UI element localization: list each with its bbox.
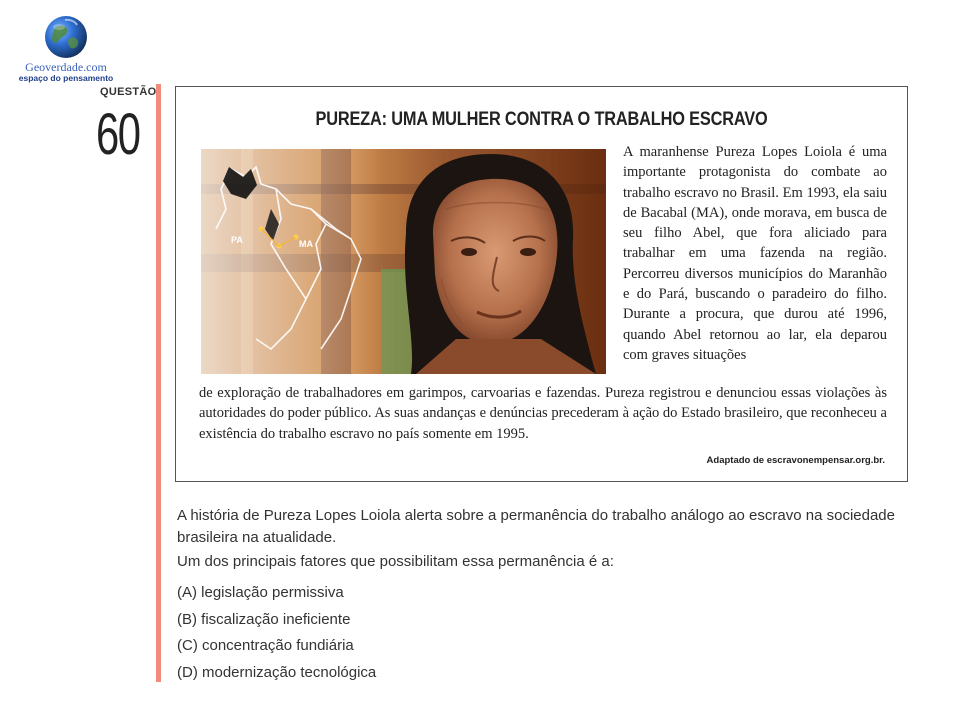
map-label-ma: MA [299,239,313,249]
site-logo[interactable] [14,16,118,83]
portrait-photo [201,149,606,374]
accent-bar [156,84,161,682]
option-b[interactable]: (B) fiscalização ineficiente [177,610,351,628]
stem-line-1: A história de Pureza Lopes Loiola alerta sobre a permanência do trabalho análogo ao escravo na sociedade brasileira na atualidade. [177,507,895,546]
answer-options [177,582,376,688]
option-c[interactable]: (C) concentração fundiária [177,637,354,654]
question-stem [177,505,917,573]
question-label: QUESTÃO [100,86,157,98]
source-citation: Adaptado de escravonempensar.org.br. [706,455,885,466]
map-label-pa: PA [231,235,243,245]
text-paragraph-side: A maranhense Pureza Lopes Loiola é uma importante protagonista do combate ao trabalho escravo no Brasil. Em 1993, ela saiu de Bacabal (MA), onde morava, em busca de seu filho Abel, que fora aliciado para trabalhar em uma fazenda na região. Percorreu diversos municípios do Maranhão e do Pará, buscando o paradeiro do filho. Durante a procura, que durou até 1996, quando Abel retornou ao lar, ela deparou com graves situações [623,144,887,363]
text-paragraph-bottom: de exploração de trabalhadores em garimpos, carvoarias e fazendas. Pureza registrou e denunciou essas violações às autoridades do poder público. As suas andanças e denúncias precederam à ação do Estado brasileiro, que reconheceu a existência do trabalho escravo no país somente em 1995. [199,385,887,442]
text-box-title: PUREZA: UMA MULHER CONTRA O TRABALHO ESCRAVO [315,109,768,130]
stem-line-2: Um dos principais fatores que possibilitam essa permanência é a: [177,553,614,570]
option-a[interactable]: (A) legislação permissiva [177,584,344,601]
option-d[interactable]: (D) modernização tecnológica [177,663,377,681]
globe-icon [45,16,87,58]
question-number: 60 [96,102,140,167]
text-box [175,86,908,482]
logo-tagline: espaço do pensamento [18,73,114,83]
logo-name: Geoverdade.com [25,60,107,74]
